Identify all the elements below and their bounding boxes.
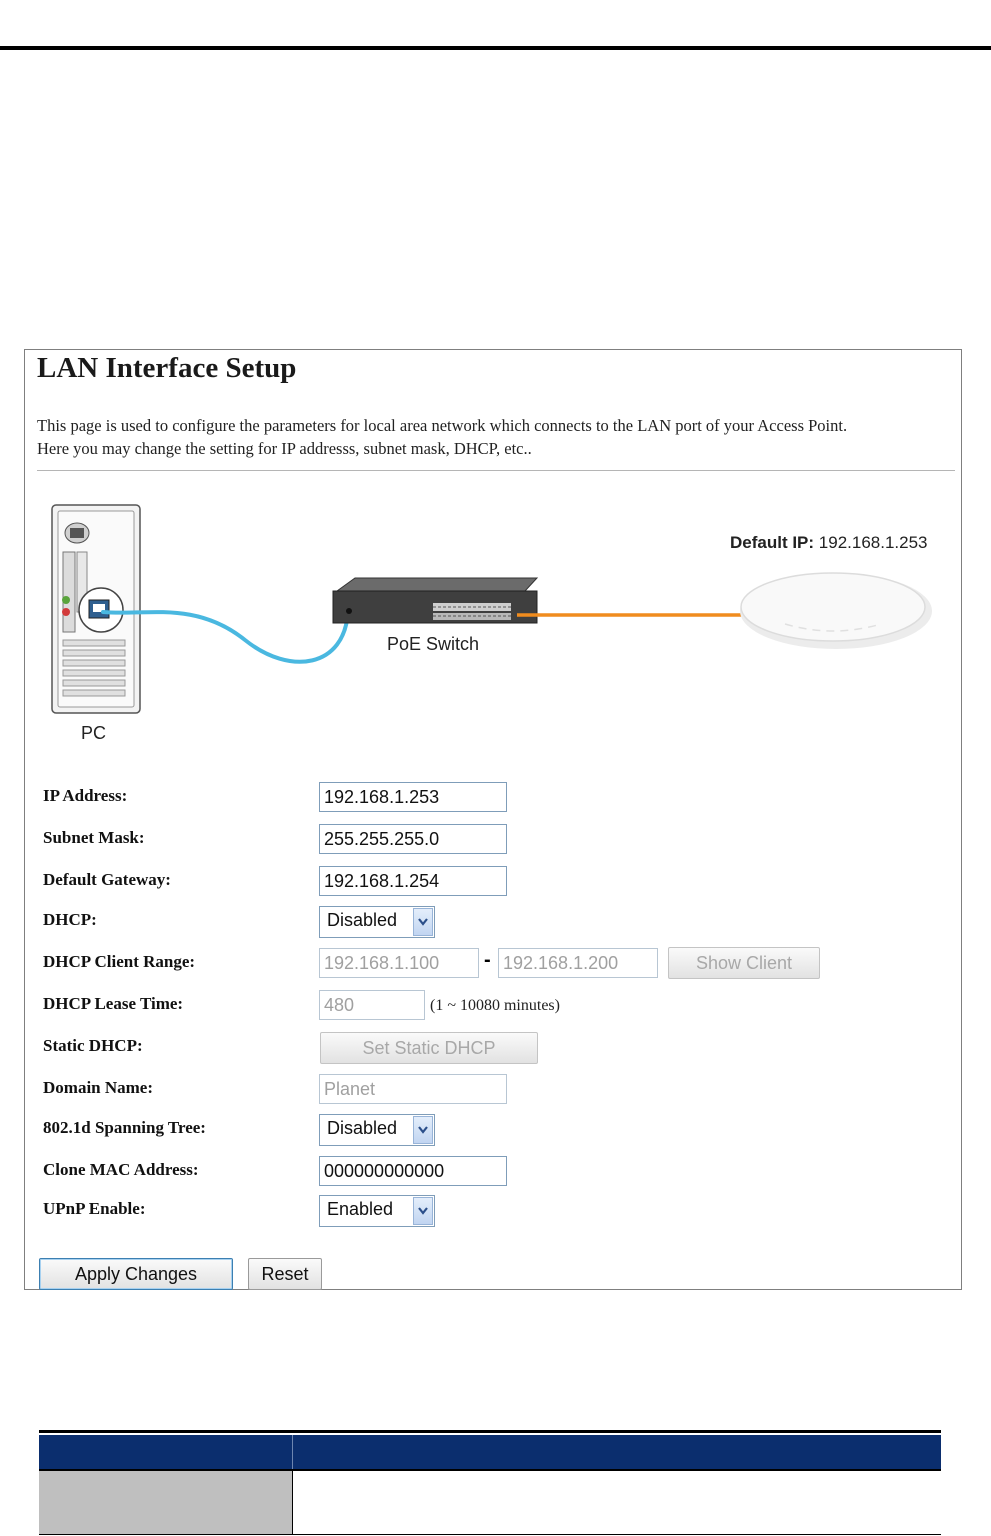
domain-name-input[interactable]: Planet <box>319 1074 507 1104</box>
show-client-button[interactable]: Show Client <box>668 947 820 979</box>
table-cell-divider <box>292 1471 293 1534</box>
upnp-select[interactable] <box>319 1195 435 1227</box>
spanning-tree-select-value: Disabled <box>327 1118 398 1138</box>
upnp-select-value: Enabled <box>327 1199 394 1219</box>
dhcp-client-range-row <box>43 948 943 978</box>
network-diagram <box>25 490 961 760</box>
subnet-mask-input[interactable]: 255.255.255.0 <box>319 824 507 854</box>
default-ip-value: 192.168.1.253 <box>818 533 928 552</box>
description-divider <box>37 470 955 471</box>
default-ip-label: Default IP: <box>730 533 815 552</box>
table-top-rule <box>39 1430 941 1433</box>
description-line-1: This page is used to configure the parameters for local area network which connects to the LAN port of your Access Point. <box>37 416 848 435</box>
default-ip-caption <box>730 533 928 553</box>
dhcp-lease-time-label: DHCP Lease Time: <box>43 994 184 1013</box>
parameter-table <box>39 1430 941 1536</box>
ip-address-label: IP Address: <box>43 786 128 805</box>
subnet-mask-label: Subnet Mask: <box>43 828 145 847</box>
poe-switch-label: PoE Switch <box>387 634 480 654</box>
chevron-down-icon[interactable] <box>413 1116 433 1144</box>
static-dhcp-row <box>43 1032 943 1062</box>
network-diagram-illustration <box>25 490 961 760</box>
subnet-mask-row <box>43 824 943 854</box>
spanning-tree-select[interactable] <box>319 1114 435 1146</box>
table-row <box>39 1471 292 1534</box>
domain-name-label: Domain Name: <box>43 1078 154 1097</box>
dhcp-row <box>43 906 943 936</box>
ip-address-input[interactable]: 192.168.1.253 <box>319 782 507 812</box>
pc-tower-icon <box>52 505 140 713</box>
dhcp-select-value: Disabled <box>327 910 398 930</box>
clone-mac-label: Clone MAC Address: <box>43 1160 199 1179</box>
spanning-tree-label: 802.1d Spanning Tree: <box>43 1118 206 1137</box>
spanning-tree-row <box>43 1114 943 1144</box>
dhcp-lease-time-input[interactable]: 480 <box>319 990 425 1020</box>
page-title: LAN Interface Setup <box>37 352 297 384</box>
dhcp-client-range-label: DHCP Client Range: <box>43 952 196 971</box>
dhcp-lease-time-row <box>43 990 943 1020</box>
document-top-rule <box>0 46 991 50</box>
description-line-2: Here you may change the setting for IP addresss, subnet mask, DHCP, etc.. <box>37 439 532 458</box>
poe-switch-icon <box>333 578 537 623</box>
upnp-label: UPnP Enable: <box>43 1199 146 1218</box>
set-static-dhcp-button[interactable]: Set Static DHCP <box>320 1032 538 1064</box>
default-gateway-label: Default Gateway: <box>43 870 171 889</box>
ip-address-row <box>43 782 943 812</box>
upnp-row <box>43 1195 943 1225</box>
static-dhcp-label: Static DHCP: <box>43 1036 143 1055</box>
table-header <box>39 1435 941 1469</box>
pc-label: PC <box>81 723 107 743</box>
reset-button[interactable]: Reset <box>248 1258 322 1290</box>
chevron-down-icon[interactable] <box>413 908 433 936</box>
range-separator: - <box>484 949 491 971</box>
chevron-down-icon[interactable] <box>413 1197 433 1225</box>
clone-mac-row <box>43 1156 943 1186</box>
dhcp-label: DHCP: <box>43 910 97 929</box>
clone-mac-input[interactable]: 000000000000 <box>319 1156 507 1186</box>
apply-changes-button[interactable]: Apply Changes <box>39 1258 233 1290</box>
lan-interface-setup-panel <box>24 349 962 1290</box>
default-gateway-input[interactable]: 192.168.1.254 <box>319 866 507 896</box>
lease-time-hint: (1 ~ 10080 minutes) <box>430 997 560 1014</box>
default-gateway-row <box>43 866 943 896</box>
dhcp-range-start-input[interactable]: 192.168.1.100 <box>319 948 479 978</box>
table-bottom-rule <box>39 1534 941 1535</box>
table-header-divider <box>292 1435 293 1469</box>
domain-name-row <box>43 1074 943 1104</box>
page-description <box>37 414 947 460</box>
dhcp-range-end-input[interactable]: 192.168.1.200 <box>498 948 658 978</box>
dhcp-select[interactable] <box>319 906 435 938</box>
access-point-icon <box>740 573 932 649</box>
